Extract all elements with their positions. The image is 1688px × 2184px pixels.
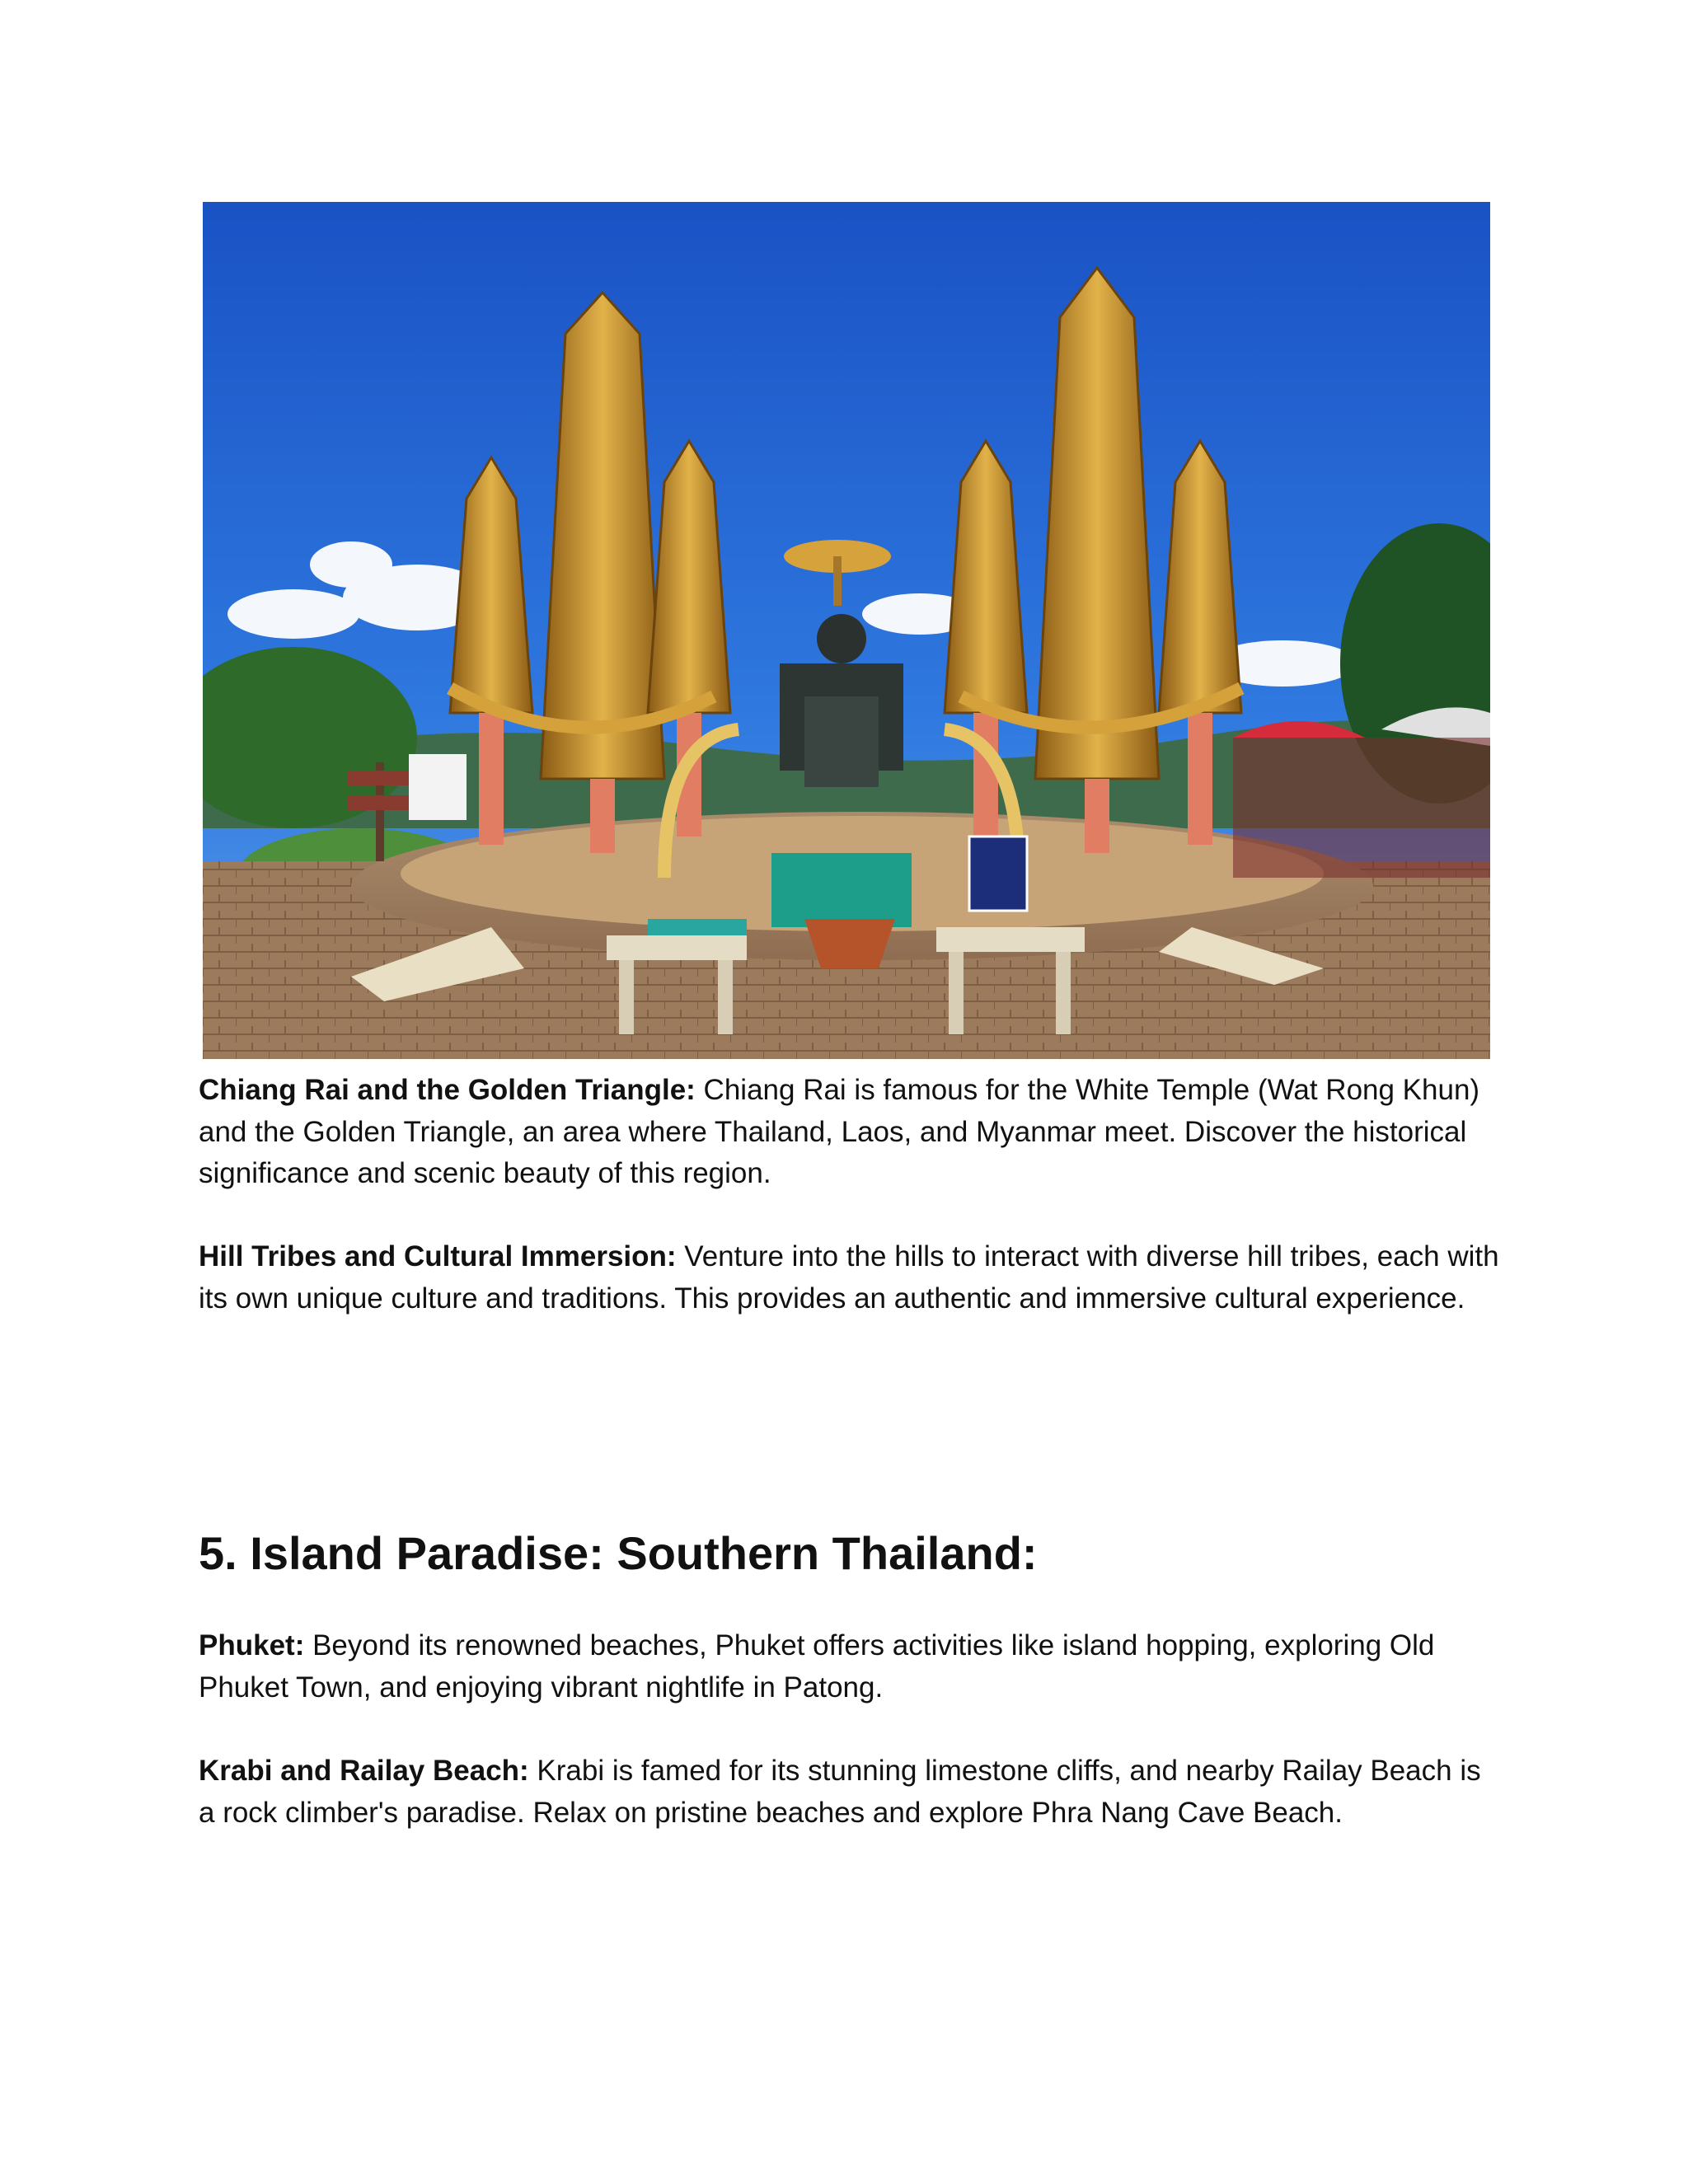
phuket-title: Phuket: (199, 1629, 305, 1661)
section-heading: 5. Island Paradise: Southern Thailand: (199, 1527, 1038, 1579)
phuket-text: Beyond its renowned beaches, Phuket offers activities like island hopping, exploring Old Phuket Town, and enjoying vibrant nightlife in Patong. (199, 1629, 1435, 1704)
golden-triangle-illustration (203, 202, 1490, 1059)
chiang-rai-title: Chiang Rai and the Golden Triangle: (199, 1074, 696, 1106)
krabi-text: Krabi is famed for its stunning limestone cliffs, and nearby Railay Beach is a rock climber's paradise. Relax on pristine beaches and explore Phra Nang Cave Beach. (199, 1755, 1481, 1829)
chiang-rai-text: Chiang Rai is famous for the White Temple (Wat Rong Khun) and the Golden Triangle, an area where Thailand, Laos, and Myanmar meet. Discover the historical significance and scenic beauty of this region. (199, 1074, 1480, 1189)
hill-tribes-title: Hill Tribes and Cultural Immersion: (199, 1240, 677, 1272)
hill-tribes-text: Venture into the hills to interact with diverse hill tribes, each with its own unique culture and traditions. This provides an authentic and immersive cultural experience. (199, 1240, 1499, 1315)
hill-tribes-paragraph (199, 1236, 1501, 1319)
chiang-rai-paragraph (199, 1070, 1501, 1195)
phuket-paragraph (199, 1625, 1501, 1708)
krabi-paragraph (199, 1750, 1501, 1834)
golden-triangle-photo (203, 202, 1490, 1059)
krabi-title: Krabi and Railay Beach: (199, 1755, 529, 1787)
